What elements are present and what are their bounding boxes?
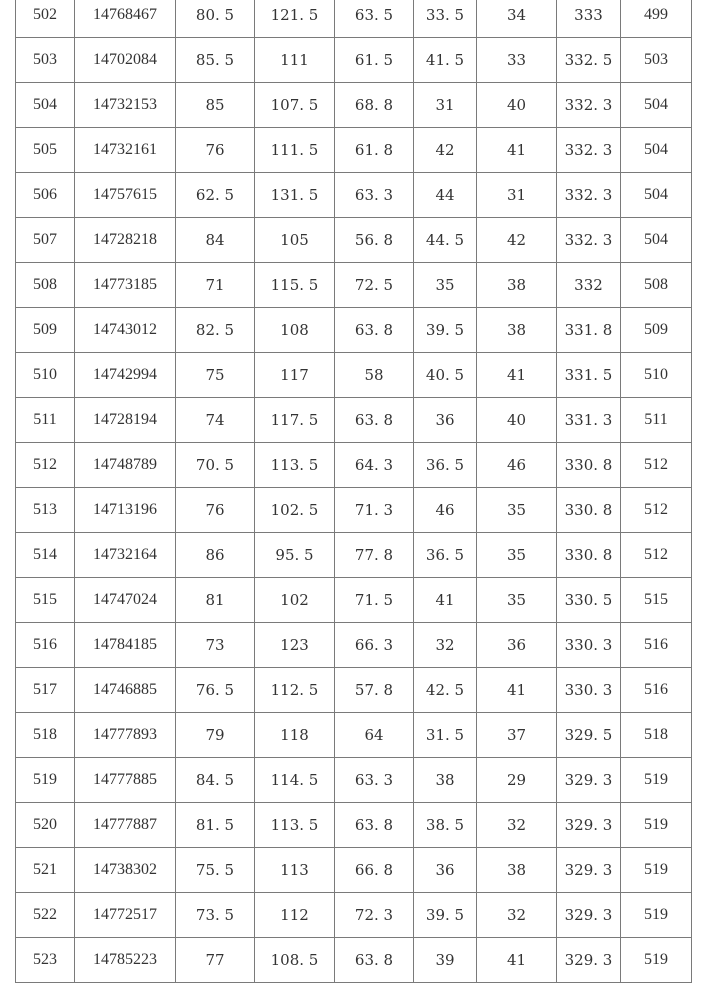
score-3-cell: 58 [335, 353, 414, 398]
score-4-cell: 41. 5 [414, 38, 477, 83]
score-table-body [16, 0, 692, 983]
score-3-cell: 56. 8 [335, 218, 414, 263]
score-5-cell: 35 [477, 533, 557, 578]
score-3-cell: 63. 8 [335, 398, 414, 443]
score-5-cell: 31 [477, 173, 557, 218]
total-score-cell: 331. 8 [557, 308, 621, 353]
total-score-cell: 332. 3 [557, 83, 621, 128]
score-4-cell: 36 [414, 848, 477, 893]
score-3-cell: 64 [335, 713, 414, 758]
score-5-cell: 40 [477, 83, 557, 128]
candidate-id-cell: 14742994 [75, 353, 176, 398]
score-1-cell: 74 [176, 398, 255, 443]
score-2-cell: 108 [255, 308, 335, 353]
place-cell: 519 [621, 848, 692, 893]
score-4-cell: 32 [414, 623, 477, 668]
total-score-cell: 329. 3 [557, 803, 621, 848]
table-row [16, 263, 692, 308]
place-cell: 511 [621, 398, 692, 443]
score-5-cell: 41 [477, 128, 557, 173]
score-3-cell: 72. 3 [335, 893, 414, 938]
total-score-cell: 329. 5 [557, 713, 621, 758]
score-1-cell: 81 [176, 578, 255, 623]
score-2-cell: 117. 5 [255, 398, 335, 443]
score-1-cell: 80. 5 [176, 0, 255, 38]
score-5-cell: 46 [477, 443, 557, 488]
table-row [16, 488, 692, 533]
score-4-cell: 36. 5 [414, 443, 477, 488]
score-1-cell: 75 [176, 353, 255, 398]
score-table [15, 0, 692, 983]
rank-cell: 508 [16, 263, 75, 308]
place-cell: 516 [621, 668, 692, 713]
table-row [16, 578, 692, 623]
score-4-cell: 41 [414, 578, 477, 623]
candidate-id-cell: 14777885 [75, 758, 176, 803]
total-score-cell: 333 [557, 0, 621, 38]
place-cell: 512 [621, 533, 692, 578]
score-3-cell: 63. 5 [335, 0, 414, 38]
candidate-id-cell: 14747024 [75, 578, 176, 623]
table-row [16, 533, 692, 578]
table-row [16, 128, 692, 173]
candidate-id-cell: 14728194 [75, 398, 176, 443]
rank-cell: 504 [16, 83, 75, 128]
table-row [16, 218, 692, 263]
score-3-cell: 77. 8 [335, 533, 414, 578]
score-5-cell: 40 [477, 398, 557, 443]
score-5-cell: 41 [477, 668, 557, 713]
total-score-cell: 332. 3 [557, 128, 621, 173]
score-5-cell: 32 [477, 893, 557, 938]
score-2-cell: 131. 5 [255, 173, 335, 218]
total-score-cell: 329. 3 [557, 848, 621, 893]
place-cell: 504 [621, 218, 692, 263]
score-1-cell: 76 [176, 128, 255, 173]
score-5-cell: 37 [477, 713, 557, 758]
candidate-id-cell: 14743012 [75, 308, 176, 353]
total-score-cell: 329. 3 [557, 893, 621, 938]
score-4-cell: 31. 5 [414, 713, 477, 758]
score-1-cell: 85. 5 [176, 38, 255, 83]
candidate-id-cell: 14773185 [75, 263, 176, 308]
score-3-cell: 63. 8 [335, 938, 414, 983]
candidate-id-cell: 14746885 [75, 668, 176, 713]
total-score-cell: 329. 3 [557, 758, 621, 803]
score-2-cell: 108. 5 [255, 938, 335, 983]
rank-cell: 512 [16, 443, 75, 488]
score-4-cell: 39 [414, 938, 477, 983]
place-cell: 504 [621, 173, 692, 218]
candidate-id-cell: 14748789 [75, 443, 176, 488]
score-4-cell: 44 [414, 173, 477, 218]
score-1-cell: 85 [176, 83, 255, 128]
place-cell: 519 [621, 893, 692, 938]
rank-cell: 514 [16, 533, 75, 578]
score-5-cell: 35 [477, 578, 557, 623]
total-score-cell: 331. 3 [557, 398, 621, 443]
candidate-id-cell: 14728218 [75, 218, 176, 263]
score-5-cell: 29 [477, 758, 557, 803]
candidate-id-cell: 14772517 [75, 893, 176, 938]
rank-cell: 518 [16, 713, 75, 758]
score-3-cell: 61. 8 [335, 128, 414, 173]
table-row [16, 353, 692, 398]
score-2-cell: 113. 5 [255, 803, 335, 848]
rank-cell: 502 [16, 0, 75, 38]
total-score-cell: 330. 8 [557, 488, 621, 533]
score-2-cell: 123 [255, 623, 335, 668]
place-cell: 512 [621, 443, 692, 488]
score-1-cell: 75. 5 [176, 848, 255, 893]
score-5-cell: 41 [477, 353, 557, 398]
score-5-cell: 33 [477, 38, 557, 83]
table-row [16, 173, 692, 218]
rank-cell: 516 [16, 623, 75, 668]
total-score-cell: 330. 8 [557, 533, 621, 578]
candidate-id-cell: 14713196 [75, 488, 176, 533]
score-3-cell: 71. 3 [335, 488, 414, 533]
total-score-cell: 329. 3 [557, 938, 621, 983]
place-cell: 504 [621, 128, 692, 173]
candidate-id-cell: 14777887 [75, 803, 176, 848]
score-3-cell: 63. 8 [335, 308, 414, 353]
score-5-cell: 36 [477, 623, 557, 668]
score-1-cell: 77 [176, 938, 255, 983]
score-5-cell: 38 [477, 848, 557, 893]
table-row [16, 713, 692, 758]
score-3-cell: 63. 8 [335, 803, 414, 848]
place-cell: 510 [621, 353, 692, 398]
score-3-cell: 66. 8 [335, 848, 414, 893]
score-1-cell: 73 [176, 623, 255, 668]
score-5-cell: 34 [477, 0, 557, 38]
score-4-cell: 40. 5 [414, 353, 477, 398]
rank-cell: 506 [16, 173, 75, 218]
candidate-id-cell: 14732164 [75, 533, 176, 578]
score-1-cell: 84. 5 [176, 758, 255, 803]
table-row [16, 623, 692, 668]
score-4-cell: 38 [414, 758, 477, 803]
score-2-cell: 118 [255, 713, 335, 758]
score-1-cell: 79 [176, 713, 255, 758]
total-score-cell: 332. 3 [557, 173, 621, 218]
score-2-cell: 102 [255, 578, 335, 623]
place-cell: 508 [621, 263, 692, 308]
score-1-cell: 76 [176, 488, 255, 533]
rank-cell: 520 [16, 803, 75, 848]
rank-cell: 515 [16, 578, 75, 623]
score-4-cell: 36. 5 [414, 533, 477, 578]
total-score-cell: 332 [557, 263, 621, 308]
rank-cell: 511 [16, 398, 75, 443]
rank-cell: 517 [16, 668, 75, 713]
score-2-cell: 105 [255, 218, 335, 263]
score-4-cell: 46 [414, 488, 477, 533]
rank-cell: 522 [16, 893, 75, 938]
candidate-id-cell: 14785223 [75, 938, 176, 983]
score-1-cell: 71 [176, 263, 255, 308]
score-3-cell: 64. 3 [335, 443, 414, 488]
place-cell: 499 [621, 0, 692, 38]
place-cell: 519 [621, 758, 692, 803]
score-2-cell: 111. 5 [255, 128, 335, 173]
rank-cell: 519 [16, 758, 75, 803]
place-cell: 512 [621, 488, 692, 533]
table-row [16, 893, 692, 938]
score-2-cell: 111 [255, 38, 335, 83]
total-score-cell: 330. 3 [557, 668, 621, 713]
place-cell: 516 [621, 623, 692, 668]
score-4-cell: 44. 5 [414, 218, 477, 263]
candidate-id-cell: 14732161 [75, 128, 176, 173]
score-1-cell: 82. 5 [176, 308, 255, 353]
total-score-cell: 330. 5 [557, 578, 621, 623]
score-1-cell: 81. 5 [176, 803, 255, 848]
total-score-cell: 330. 8 [557, 443, 621, 488]
table-row [16, 308, 692, 353]
candidate-id-cell: 14702084 [75, 38, 176, 83]
table-row [16, 0, 692, 38]
score-3-cell: 68. 8 [335, 83, 414, 128]
score-4-cell: 33. 5 [414, 0, 477, 38]
table-row [16, 38, 692, 83]
table-row [16, 443, 692, 488]
place-cell: 504 [621, 83, 692, 128]
rank-cell: 505 [16, 128, 75, 173]
candidate-id-cell: 14777893 [75, 713, 176, 758]
score-1-cell: 84 [176, 218, 255, 263]
table-row [16, 803, 692, 848]
score-2-cell: 112. 5 [255, 668, 335, 713]
score-4-cell: 42 [414, 128, 477, 173]
score-4-cell: 38. 5 [414, 803, 477, 848]
score-5-cell: 42 [477, 218, 557, 263]
score-1-cell: 86 [176, 533, 255, 578]
score-2-cell: 114. 5 [255, 758, 335, 803]
score-4-cell: 36 [414, 398, 477, 443]
rank-cell: 521 [16, 848, 75, 893]
score-2-cell: 102. 5 [255, 488, 335, 533]
place-cell: 519 [621, 803, 692, 848]
candidate-id-cell: 14732153 [75, 83, 176, 128]
score-2-cell: 113 [255, 848, 335, 893]
score-5-cell: 41 [477, 938, 557, 983]
total-score-cell: 331. 5 [557, 353, 621, 398]
score-4-cell: 31 [414, 83, 477, 128]
rank-cell: 503 [16, 38, 75, 83]
score-2-cell: 115. 5 [255, 263, 335, 308]
place-cell: 519 [621, 938, 692, 983]
score-4-cell: 42. 5 [414, 668, 477, 713]
candidate-id-cell: 14768467 [75, 0, 176, 38]
candidate-id-cell: 14757615 [75, 173, 176, 218]
table-row [16, 848, 692, 893]
candidate-id-cell: 14784185 [75, 623, 176, 668]
table-row [16, 398, 692, 443]
score-2-cell: 112 [255, 893, 335, 938]
score-1-cell: 70. 5 [176, 443, 255, 488]
score-5-cell: 38 [477, 308, 557, 353]
rank-cell: 513 [16, 488, 75, 533]
score-5-cell: 32 [477, 803, 557, 848]
score-1-cell: 73. 5 [176, 893, 255, 938]
score-2-cell: 121. 5 [255, 0, 335, 38]
score-3-cell: 66. 3 [335, 623, 414, 668]
score-5-cell: 38 [477, 263, 557, 308]
place-cell: 518 [621, 713, 692, 758]
table-row [16, 758, 692, 803]
table-row [16, 938, 692, 983]
rank-cell: 509 [16, 308, 75, 353]
total-score-cell: 332. 3 [557, 218, 621, 263]
rank-cell: 507 [16, 218, 75, 263]
score-table-container [15, 0, 691, 983]
rank-cell: 510 [16, 353, 75, 398]
table-row [16, 83, 692, 128]
score-2-cell: 117 [255, 353, 335, 398]
place-cell: 509 [621, 308, 692, 353]
score-2-cell: 113. 5 [255, 443, 335, 488]
score-3-cell: 61. 5 [335, 38, 414, 83]
score-2-cell: 107. 5 [255, 83, 335, 128]
table-row [16, 668, 692, 713]
score-2-cell: 95. 5 [255, 533, 335, 578]
score-3-cell: 57. 8 [335, 668, 414, 713]
score-4-cell: 39. 5 [414, 308, 477, 353]
total-score-cell: 332. 5 [557, 38, 621, 83]
score-5-cell: 35 [477, 488, 557, 533]
score-4-cell: 35 [414, 263, 477, 308]
place-cell: 503 [621, 38, 692, 83]
score-1-cell: 62. 5 [176, 173, 255, 218]
total-score-cell: 330. 3 [557, 623, 621, 668]
score-3-cell: 72. 5 [335, 263, 414, 308]
candidate-id-cell: 14738302 [75, 848, 176, 893]
score-3-cell: 63. 3 [335, 758, 414, 803]
score-3-cell: 71. 5 [335, 578, 414, 623]
rank-cell: 523 [16, 938, 75, 983]
score-1-cell: 76. 5 [176, 668, 255, 713]
score-3-cell: 63. 3 [335, 173, 414, 218]
place-cell: 515 [621, 578, 692, 623]
score-4-cell: 39. 5 [414, 893, 477, 938]
